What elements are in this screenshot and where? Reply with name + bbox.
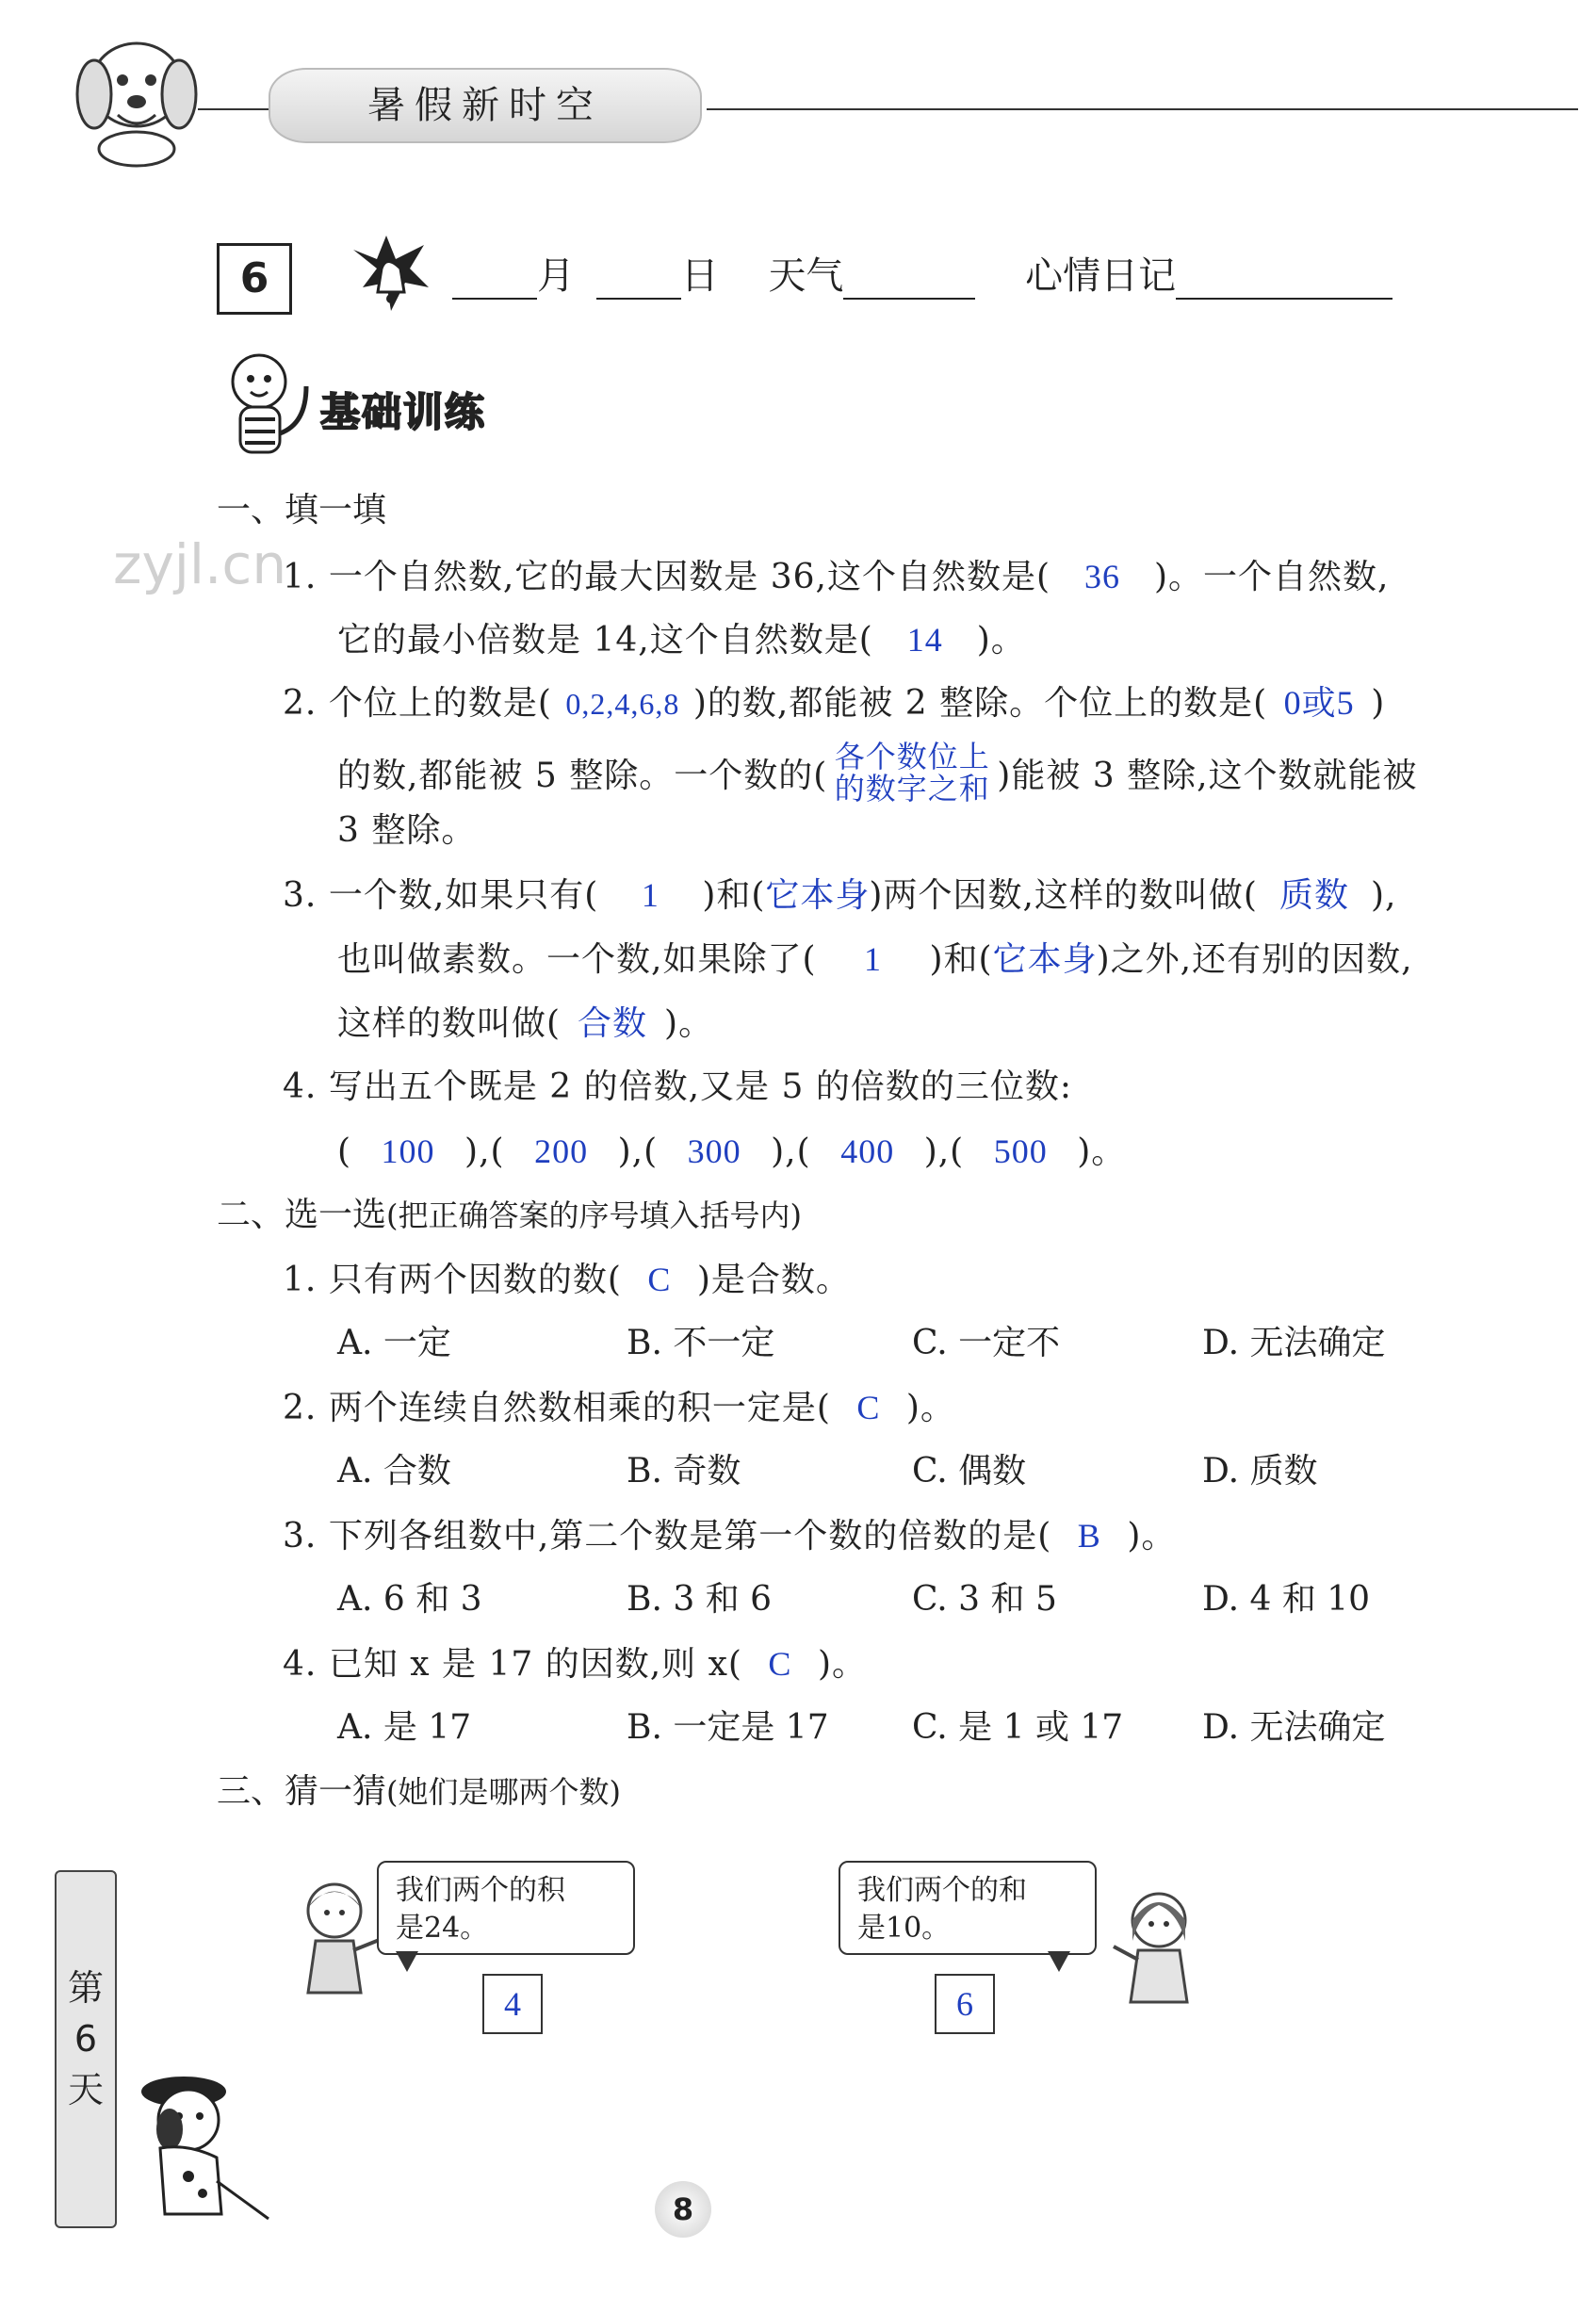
s1-q4-num: 4. bbox=[283, 1067, 318, 1106]
day-number: 6 bbox=[239, 254, 269, 302]
guess-answer-right: 6 bbox=[935, 1974, 995, 2034]
s2-q2-text: 两个连续自然数相乘的积一定是( bbox=[328, 1389, 831, 1427]
s2-q2-option-c: C. 偶数 bbox=[912, 1452, 1027, 1490]
page-number: 8 bbox=[672, 2191, 694, 2227]
s2-q4-option-a: A. 是 17 bbox=[337, 1708, 472, 1747]
s1-q3-text-b: )和( bbox=[702, 876, 766, 915]
tiger-mascot-icon bbox=[217, 349, 320, 462]
s2-q4-tail: )。 bbox=[817, 1645, 867, 1684]
bubble-left-tail bbox=[396, 1951, 418, 1972]
s1-q3-answer-2: 它本身 bbox=[765, 876, 871, 914]
s1-q3-answer-3: 质数 bbox=[1278, 876, 1349, 914]
s2-q2-option-b: B. 奇数 bbox=[627, 1452, 741, 1490]
s2-q3-option-b: B. 3 和 6 bbox=[627, 1580, 773, 1619]
month-label: 月 bbox=[537, 254, 575, 298]
s1-q1-line2 bbox=[337, 619, 1026, 661]
s1-q2-answer-2: 0或5 bbox=[1283, 684, 1355, 722]
s1-q3-text-e: 也叫做素数。一个数,如果除了( bbox=[337, 940, 817, 979]
bubble-left-line2: 是24。 bbox=[396, 1912, 489, 1945]
bubble-right-tail bbox=[1048, 1951, 1070, 1972]
bubble-left-line1: 我们两个的积 bbox=[396, 1874, 565, 1907]
mood-label: 心情日记 bbox=[1025, 254, 1177, 298]
s1-q3-num: 3. bbox=[283, 876, 318, 915]
section-2-note: (把正确答案的序号填入括号内) bbox=[386, 1197, 802, 1233]
s2-q1-num: 1. bbox=[283, 1261, 318, 1299]
day-label: 日 bbox=[680, 254, 719, 298]
s1-q3-text-g: )之外,还有别的因数, bbox=[1096, 940, 1413, 979]
s1-q1-num: 1. bbox=[283, 558, 318, 596]
s1-q3-line2 bbox=[337, 938, 1413, 981]
s2-q3-answer: B bbox=[1077, 1517, 1101, 1555]
section-2-title-text: 二、选一选 bbox=[217, 1196, 387, 1234]
section-3-note: (她们是哪两个数) bbox=[386, 1774, 621, 1810]
s2-q4-option-c: C. 是 1 或 17 bbox=[912, 1708, 1124, 1747]
s2-q2-tail: )。 bbox=[905, 1389, 955, 1427]
s1-q1-text-c: 它的最小倍数是 14,这个自然数是( bbox=[337, 621, 873, 660]
s1-q3-text-c: )两个因数,这样的数叫做( bbox=[869, 876, 1258, 915]
s2-q2-answer: C bbox=[856, 1389, 881, 1426]
s1-q3-line3 bbox=[337, 1002, 713, 1045]
s1-q2-answer-1: 0,2,4,6,8 bbox=[565, 687, 680, 721]
s1-q2-text-d: 的数,都能被 5 整除。一个数的( bbox=[337, 757, 828, 795]
bell-icon bbox=[334, 231, 438, 325]
guess-answer-left: 4 bbox=[482, 1974, 543, 2034]
s1-q1-text-a: 一个自然数,它的最大因数是 36,这个自然数是( bbox=[328, 558, 1050, 596]
s2-q1-stem bbox=[283, 1259, 851, 1301]
s2-q4-num: 4. bbox=[283, 1645, 318, 1684]
s1-q4-text-a: 写出五个既是 2 的倍数,又是 5 的倍数的三位数: bbox=[328, 1067, 1072, 1106]
s1-q3-text-d: ), bbox=[1370, 876, 1397, 915]
header-rule-right bbox=[707, 108, 1578, 110]
s1-q3-answer-6: 合数 bbox=[578, 1004, 648, 1042]
s2-q3-stem bbox=[283, 1515, 1176, 1557]
weather-label: 天气 bbox=[768, 254, 844, 298]
bubble-right-line2: 是10。 bbox=[857, 1912, 951, 1945]
mascot-dog-icon bbox=[66, 28, 207, 170]
s1-q3-text-f: )和( bbox=[929, 940, 993, 979]
section-2-title bbox=[217, 1195, 802, 1236]
s1-q4-answer-4: 400 bbox=[840, 1132, 895, 1170]
s2-q3-num: 3. bbox=[283, 1517, 318, 1556]
date-line bbox=[452, 252, 1392, 300]
s1-q2-text-f: 3 整除。 bbox=[337, 811, 477, 850]
s1-q3-answer-4: 1 bbox=[864, 940, 882, 978]
s2-q1-answer: C bbox=[647, 1261, 672, 1298]
s1-q2-text-c: ) bbox=[1371, 684, 1386, 723]
s1-q1-answer-2: 14 bbox=[906, 621, 943, 659]
page-number-badge bbox=[655, 2181, 711, 2238]
s1-q2-line2 bbox=[337, 740, 1418, 810]
s1-q2-answer-3b: 的数字之和 bbox=[834, 772, 990, 806]
s1-q1-answer-1: 36 bbox=[1084, 558, 1120, 595]
bubble-right-line1: 我们两个的和 bbox=[857, 1874, 1027, 1907]
s2-q2-stem bbox=[283, 1387, 955, 1429]
s2-q2-num: 2. bbox=[283, 1389, 318, 1427]
s2-q2-option-a: A. 合数 bbox=[337, 1452, 451, 1490]
s1-q3-answer-1: 1 bbox=[641, 876, 660, 914]
section-3-title bbox=[217, 1771, 621, 1813]
s1-q4-answer-2: 200 bbox=[534, 1132, 589, 1170]
side-tab-char-3: 天 bbox=[67, 2069, 104, 2110]
explorer-dog-icon bbox=[113, 2054, 273, 2233]
girl-left-icon bbox=[287, 1875, 391, 1997]
s1-q3-text-i: )。 bbox=[664, 1004, 714, 1043]
s2-q2-option-d: D. 质数 bbox=[1202, 1452, 1318, 1490]
s1-q3-answer-5: 它本身 bbox=[992, 940, 1098, 978]
watermark-text: zyjl.cn bbox=[113, 532, 287, 596]
s1-q1-text-d: )。 bbox=[976, 621, 1026, 660]
s1-q2-answer-3a: 各个数位上 bbox=[834, 740, 990, 774]
header-banner bbox=[269, 68, 702, 143]
s2-q3-option-c: C. 3 和 5 bbox=[912, 1580, 1057, 1619]
s1-q1-text-b: )。一个自然数, bbox=[1154, 558, 1390, 596]
s2-q4-option-b: B. 一定是 17 bbox=[627, 1708, 829, 1747]
s1-q3-text-a: 一个数,如果只有( bbox=[328, 876, 599, 915]
s1-q4-line1 bbox=[283, 1067, 1072, 1108]
s1-q2-num: 2. bbox=[283, 684, 318, 723]
header-banner-text: 暑假新时空 bbox=[367, 84, 603, 127]
day-number-box bbox=[217, 243, 292, 315]
s2-q3-tail: )。 bbox=[1127, 1517, 1177, 1556]
s1-q1-line1 bbox=[283, 556, 1390, 598]
section-banner-text: 基础训练 bbox=[320, 389, 487, 435]
section-1-title-text: 一、填一填 bbox=[217, 491, 387, 529]
speech-bubble-right bbox=[839, 1861, 1097, 1955]
header-rule-left bbox=[198, 108, 273, 110]
s2-q4-text: 已知 x 是 17 的因数,则 x( bbox=[328, 1645, 742, 1684]
section-3-title-text: 三、猜一猜 bbox=[217, 1772, 387, 1811]
watermark bbox=[113, 532, 286, 596]
s1-q2-line1 bbox=[283, 682, 1385, 725]
s2-q1-option-a: A. 一定 bbox=[337, 1324, 451, 1362]
s1-q3-text-h: 这样的数叫做( bbox=[337, 1004, 562, 1043]
speech-bubble-left bbox=[377, 1861, 635, 1955]
s1-q2-text-e: )能被 3 整除,这个数就能被 bbox=[997, 757, 1418, 795]
girl-right-icon bbox=[1102, 1884, 1206, 2007]
s2-q3-option-a: A. 6 和 3 bbox=[337, 1580, 482, 1619]
s2-q1-text: 只有两个因数的数( bbox=[328, 1261, 622, 1299]
s1-q2-text-a: 个位上的数是( bbox=[328, 684, 552, 723]
s1-q4-answer-3: 300 bbox=[687, 1132, 741, 1170]
side-day-tab bbox=[55, 1870, 117, 2228]
s2-q1-option-c: C. 一定不 bbox=[912, 1324, 1061, 1362]
s2-q3-text: 下列各组数中,第二个数是第一个数的倍数的是( bbox=[328, 1517, 1052, 1556]
s1-q2-text-b: )的数,都能被 2 整除。个位上的数是( bbox=[692, 684, 1268, 723]
s1-q2-line3 bbox=[337, 810, 476, 852]
s2-q1-tail: )是合数。 bbox=[696, 1261, 851, 1299]
section-banner-label bbox=[320, 382, 486, 438]
s2-q4-stem bbox=[283, 1643, 867, 1686]
s1-q3-line1 bbox=[283, 874, 1396, 917]
s2-q3-option-d: D. 4 和 10 bbox=[1202, 1580, 1371, 1619]
side-tab-char-2: 6 bbox=[73, 2018, 98, 2060]
s2-q4-option-d: D. 无法确定 bbox=[1202, 1708, 1386, 1747]
s1-q4-answer-1: 100 bbox=[381, 1132, 435, 1170]
side-tab-char-1: 第 bbox=[67, 1967, 104, 2009]
s2-q1-option-b: B. 不一定 bbox=[627, 1324, 775, 1362]
s1-q4-answers: ( 100 ),( 200 ),( 300 ),( 400 ),( 500 )。 bbox=[337, 1132, 1127, 1171]
s2-q4-answer: C bbox=[768, 1645, 792, 1683]
s2-q1-option-d: D. 无法确定 bbox=[1202, 1324, 1386, 1362]
s1-q4-answer-5: 500 bbox=[993, 1132, 1048, 1170]
section-1-title bbox=[217, 490, 386, 531]
